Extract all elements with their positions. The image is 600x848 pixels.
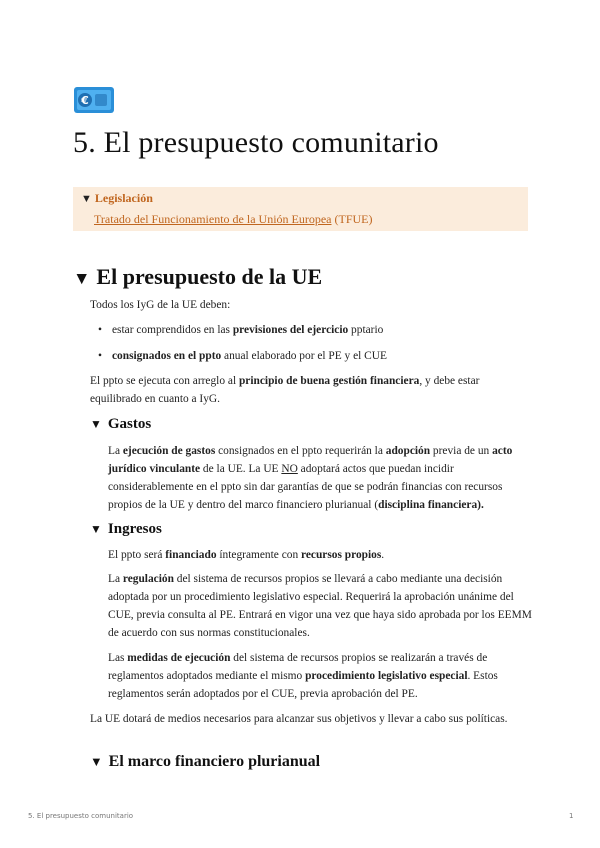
legislation-callout [73,187,528,231]
footer-title: 5. El presupuesto comunitario [28,812,134,820]
svg-text:€: € [81,94,89,107]
ingresos-paragraph-2: La regulación del sistema de recursos propios se llevará a cabo mediante una decisión adoptada por un procedimiento legislativo especial. Requerirá la aprobación unánime del CUE, previa consulta al PE. Entrará en vigor una vez que haya sido aprobada por los EEMM de acuerdo con sus normas constitucionales. [108,573,532,639]
closing-paragraph: La UE dotará de medios necesarios para alcanzar sus objetivos y llevar a cabo sus políticas. [90,713,508,725]
ingresos-paragraph-1: El ppto será financiado íntegramente con recursos propios. [108,549,385,561]
tfue-abbr: (TFUE) [334,212,373,226]
tfue-link[interactable]: Tratado del Funcionamiento de la Unión Europea [94,212,332,226]
callout-toggle[interactable] [81,190,520,207]
intro-text: Todos los IyG de la UE deben: [90,299,231,311]
disclosure-triangle-icon: ▼ [73,268,91,288]
section-heading-marco[interactable]: ▼ El marco financiero plurianual [90,753,321,770]
ppto-paragraph: El ppto se ejecuta con arreglo al principio de buena gestión financiera, y debe estar equilibrado en cuanto a IyG. [90,375,480,405]
euro-banknote-icon [73,85,115,115]
bullet-icon: • [98,350,102,362]
section-heading-presupuesto[interactable]: ▼ El presupuesto de la UE [73,264,323,289]
requirements-list [96,321,387,365]
footer-page-number: 1 [569,812,574,820]
disclosure-triangle-icon: ▼ [90,522,102,536]
disclosure-triangle-icon: ▼ [90,417,102,431]
ingresos-paragraph-3: Las medidas de ejecución del sistema de recursos propios se realizarán a través de reglamentos adoptados mediante el mismo procedimiento legislativo especial. Estos reglamentos serán adoptados por el CUE, previa aprobación del PE. [108,652,498,700]
list-item: • estar comprendidos en las previsiones del ejercicio pptario [96,321,387,339]
callout-heading: Legislación [94,191,153,205]
section-heading-ingresos[interactable]: ▼ Ingresos [90,521,162,537]
list-item: • consignados en el ppto anual elaborado por el PE y el CUE [96,347,387,365]
disclosure-triangle-icon: ▼ [81,193,92,205]
gastos-paragraph: La ejecución de gastos consignados en el ppto requerirán la adopción previa de un acto jurídico vinculante de la UE. La UE NO adoptará actos que puedan incidir considerablemente en el ppto sin dar garantías de que se podrán financias con recursos propios de la UE y dentro del marco financiero plurianual (disciplina financiera). [108,445,513,511]
section-heading-gastos[interactable]: ▼ Gastos [90,416,152,432]
page-title: 5. El presupuesto comunitario [73,126,439,159]
bullet-icon: • [98,324,102,336]
disclosure-triangle-icon: ▼ [90,755,103,769]
